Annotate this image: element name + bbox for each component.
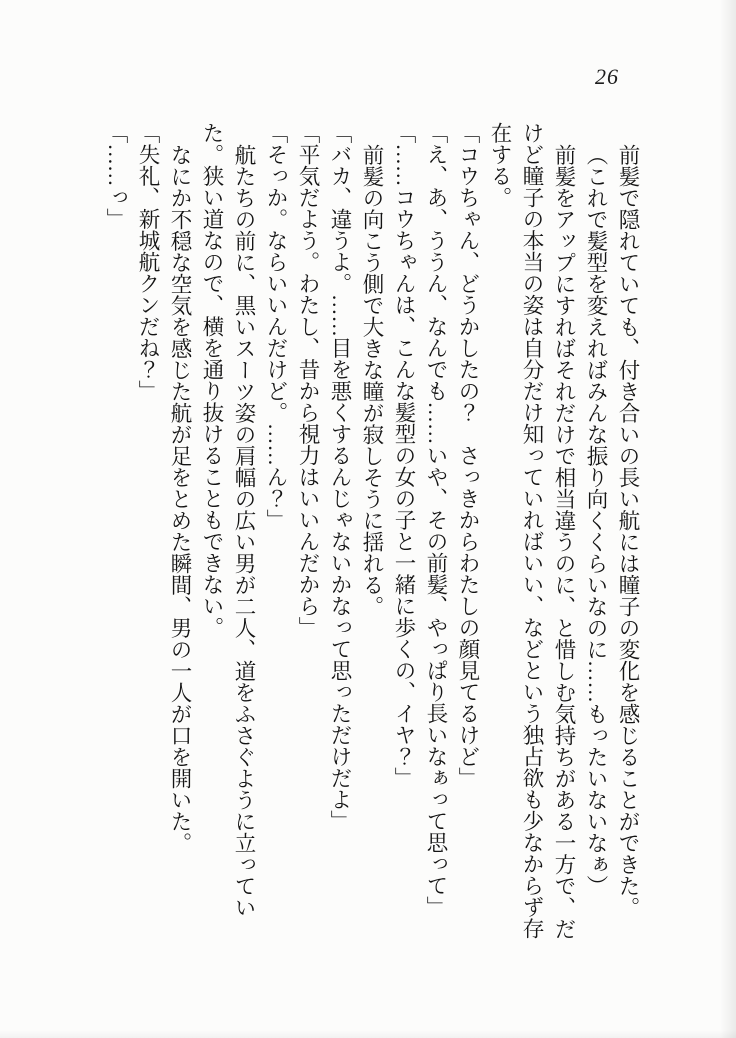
paragraph-narration: 前髪の向こう側で大きな瞳が寂しそうに揺れる。: [360, 143, 384, 617]
paragraph-dialogue: 「失礼、新城航クンだね？」: [136, 122, 160, 402]
paragraph-dialogue: 「平気だよう。わたし、昔から視力はいいんだから」: [296, 122, 320, 638]
page-edge-shadow: [720, 0, 736, 1038]
page-number: 26: [595, 64, 619, 89]
paragraph-dialogue: 「……コウちゃんは、こんな髪型の女の子と一緒に歩くの、イヤ？」: [392, 122, 416, 789]
paragraph-narration: なにか不穏な空気を感じた航が足をとめた瞬間、男の一人が口を開いた。: [168, 143, 192, 853]
paragraph-dialogue: 「……っ」: [104, 122, 128, 230]
paragraph-narration: 前髪をアップにすればそれだけで相当違うのに、と惜しむ気持ちがある一方で、だけど瞳子の本当の姿は自分だけ知っていればいい、などという独占欲も少なからず存在する。: [488, 122, 576, 939]
paragraph-dialogue: 「バカ、違うよ。……目を悪くするんじゃないかなって思っただけだよ」: [328, 122, 352, 832]
paragraph-narration: 前髪で隠れていても、付き合いの長い航には瞳子の変化を感じることができた。: [616, 143, 640, 918]
paragraph-dialogue: 「コウちゃん、どうかしたの？ さっきからわたしの顔見てるけど」: [456, 122, 480, 789]
paragraph-inner-monologue: （これで髪型を変えればみんな振り向くくらいなのに……もったいないなぁ）: [584, 143, 608, 896]
paragraph-dialogue: 「そっか。ならいいんだけど。……ん？」: [264, 122, 288, 531]
paragraph-dialogue: 「え、あ、ううん、なんでも……いや、その前髪、やっぱり長いなぁって思って」: [424, 122, 448, 918]
page-edge-shadow: [0, 1030, 736, 1038]
paragraph-narration: 航たちの前に、黒いスーツ姿の肩幅の広い男が二人、道をふさぐように立っていた。狭い道なので、横を通り抜けることもできない。: [200, 122, 256, 918]
novel-text-block: [96, 122, 644, 942]
